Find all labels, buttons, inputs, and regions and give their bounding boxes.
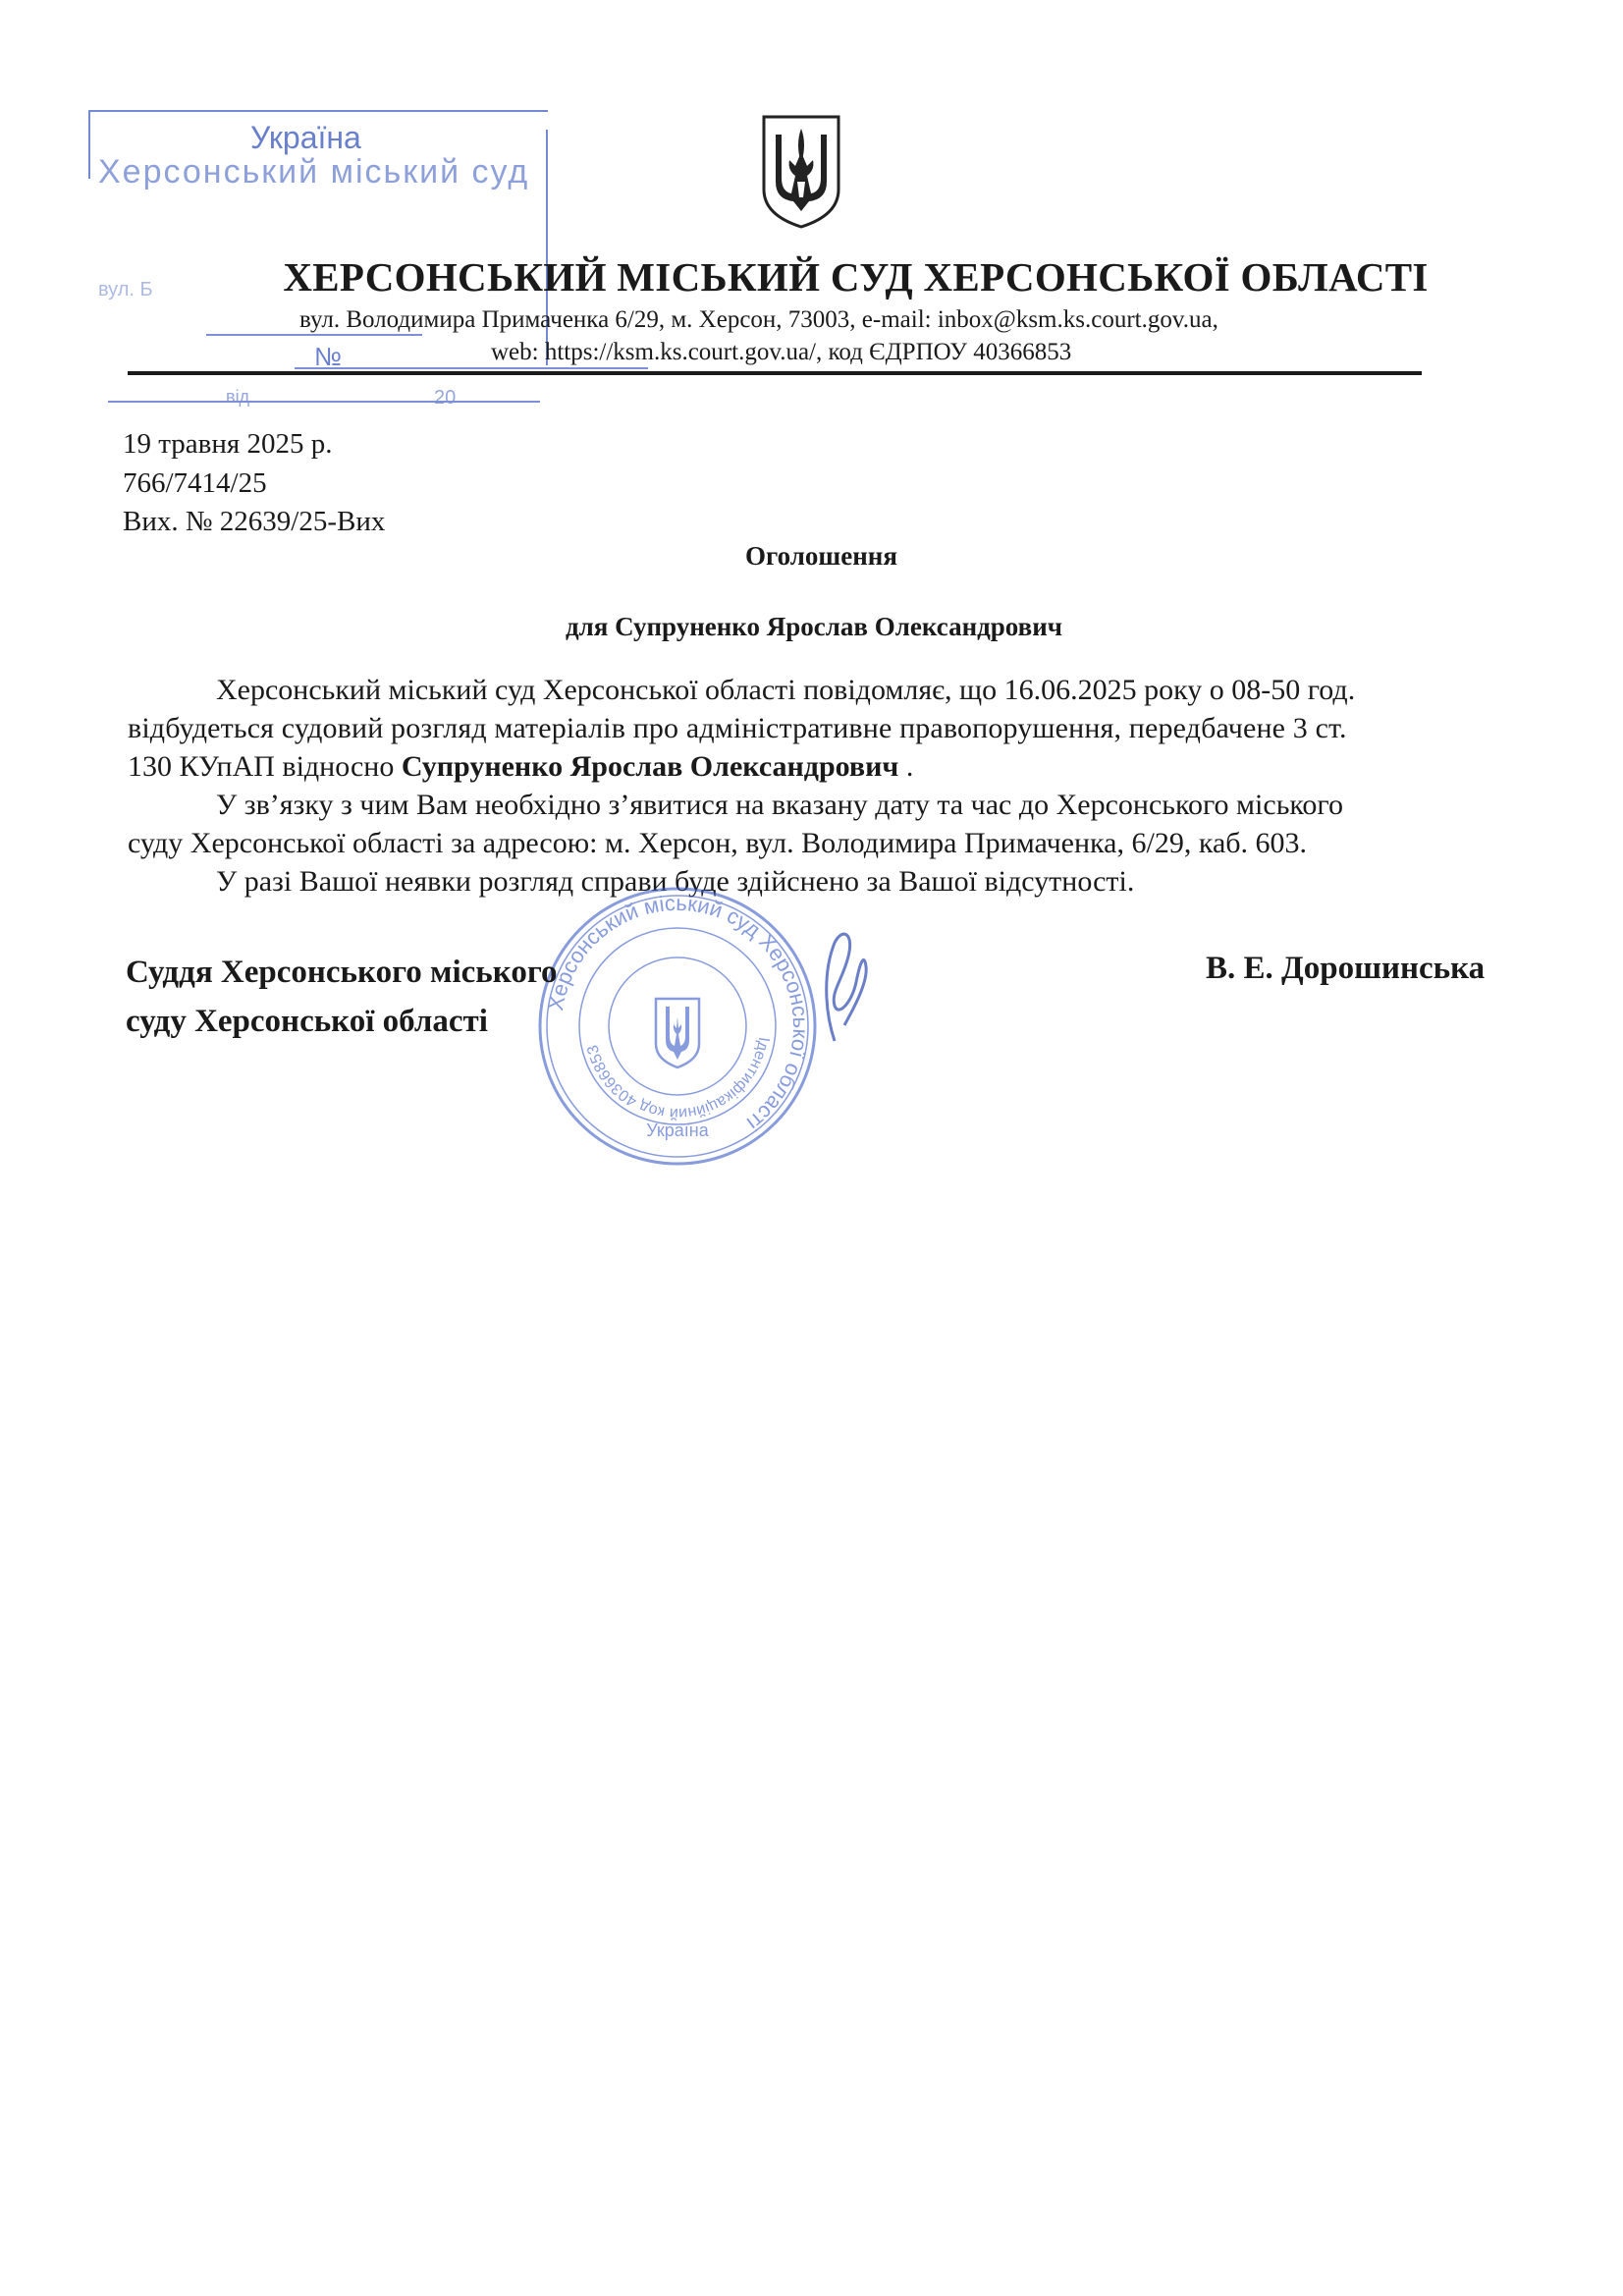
seal-inner-text: Ідентифікаційний код 40366853 [584, 1035, 773, 1122]
coat-of-arms-icon [758, 113, 844, 231]
outgoing-number: Вих. № 22639/25-Вих [123, 506, 386, 537]
seal-country: Україна [646, 1121, 709, 1140]
court-address: вул. Володимира Примаченка 6/29, м. Херсон, 73003, e-mail: inbox@ksm.ks.court.gov.ua, [299, 306, 1218, 333]
court-web: web: https://ksm.ks.court.gov.ua/, код ЄДРПОУ 40366853 [491, 339, 1072, 365]
entry-stamp-court: Херсонський міський суд [98, 153, 530, 191]
offender-name: Супруненко Ярослав Олександрович [401, 750, 899, 783]
entry-stamp-date-label: від [226, 387, 250, 407]
document-date: 19 травня 2025 р. [123, 428, 333, 460]
announcement-recipient: для Супруненко Ярослав Олександрович [566, 612, 1062, 641]
entry-stamp-street: вул. Б [98, 279, 153, 301]
body-paragraph-2-line-1: У зв’язку з чим Вам необхідно з’явитися на вказану дату та час до Херсонського міського [216, 789, 1343, 821]
body-paragraph-1-line-2: відбудеться судовий розгляд матеріалів про адміністративне правопорушення, передбачене 3 ст. [128, 712, 1347, 744]
body-text: . [898, 750, 914, 783]
case-number: 766/7414/25 [123, 467, 267, 499]
header-rule [128, 371, 1422, 375]
announcement-title: Оголошення [745, 541, 897, 571]
entry-stamp-number-label: № [314, 342, 342, 371]
seal-ring-text: Херсонський міський суд Херсонської області [543, 890, 814, 1136]
body-paragraph-1-line-1: Херсонський міський суд Херсонської області повідомляє, що 16.06.2025 року о 08-50 год. [216, 674, 1356, 706]
entry-stamp-country: Україна [250, 120, 361, 155]
judge-name: В. Е. Дорошинська [1206, 951, 1486, 986]
body-paragraph-1-line-3 [128, 750, 913, 784]
body-paragraph-2-line-2: суду Херсонської області за адресою: м. Херсон, вул. Володимира Примаченка, 6/29, каб. 603. [128, 827, 1308, 859]
judge-position-line-2: суду Херсонської області [126, 1004, 488, 1039]
body-text: 130 КУпАП відносно [128, 750, 402, 783]
body-paragraph-3: У разі Вашої неявки розгляд справи буде здійснено за Вашої відсутності. [216, 865, 1135, 898]
judge-position-line-1: Суддя Херсонського міського [126, 955, 558, 990]
official-seal [530, 879, 825, 1174]
judge-position [126, 948, 558, 1046]
handwritten-signature [805, 923, 884, 1051]
entry-stamp-year: 20 [434, 387, 457, 409]
court-name: ХЕРСОНСЬКИЙ МІСЬКИЙ СУД ХЕРСОНСЬКОЇ ОБЛАСТІ [283, 254, 1429, 300]
